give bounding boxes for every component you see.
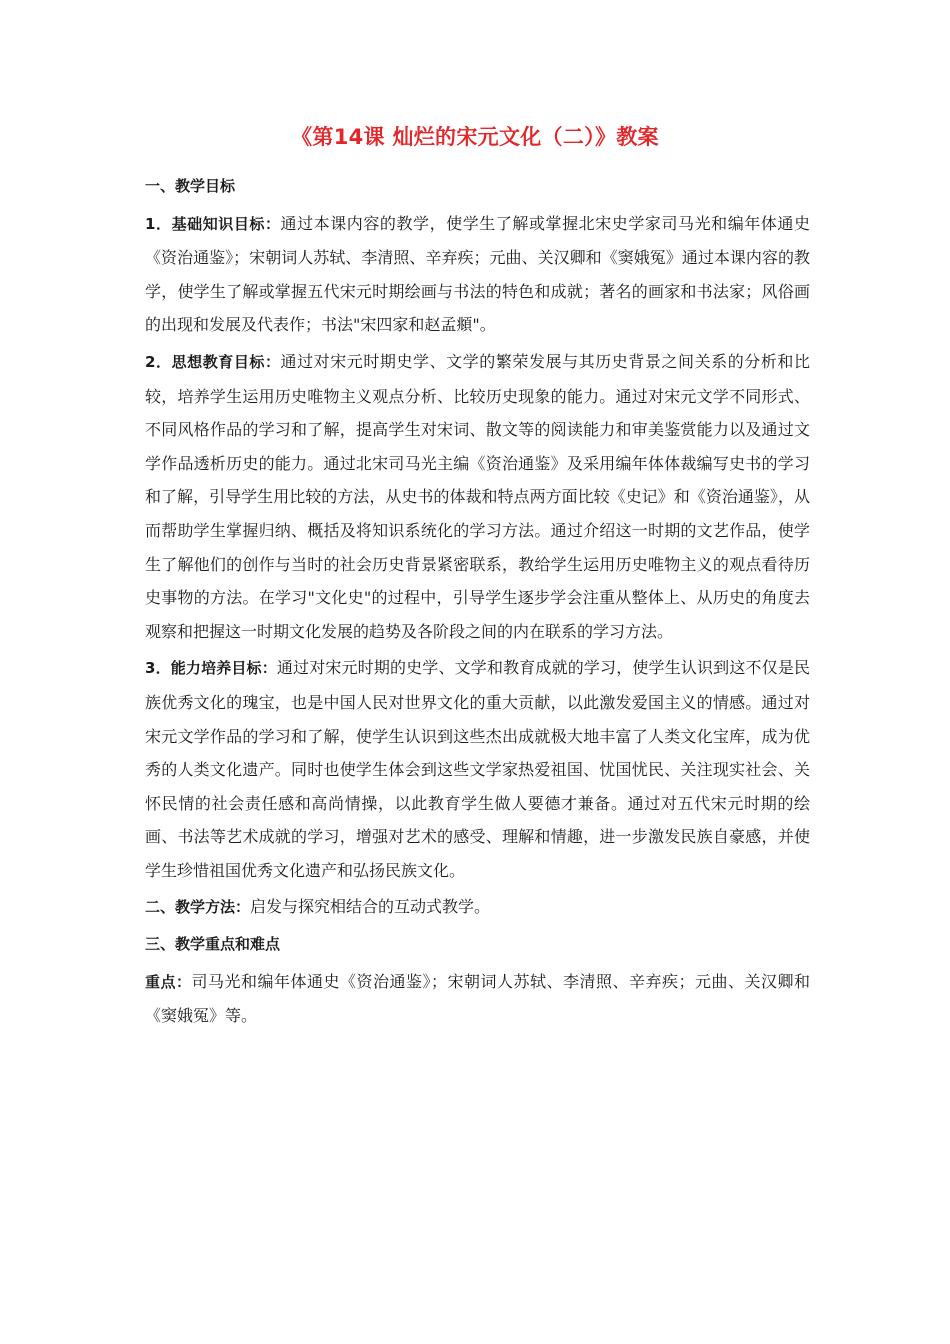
label-ideological-education: 2．思想教育目标： [145, 352, 281, 371]
text-ability-training: 通过对宋元时期的史学、文学和教育成就的学习，使学生认识到这不仅是民族优秀文化的瑰宝，也是中国人民对世界文化的重大贡献，以此激发爱国主义的情感。通过对宋元文学作品的学习和了解，使学生认识到这些杰出成就极大地丰富了人类文化宝库，成为优秀的人类文化遗产。同时也使学生体会到这些文学家热爱祖国、忧国忧民、关注现实社会、关怀民情的社会责任感和高尚情操，以此教育学生做人要德才兼备。通过对五代宋元时期的绘画、书法等艺术成就的学习，增强对艺术的感受、理解和情趣，进一步激发民族自豪感，并使学生珍惜祖国优秀文化遗产和弘扬民族文化。 [145, 658, 810, 880]
paragraph-key-points [145, 965, 810, 1033]
section-heading-key-points: 三、教学重点和难点 [145, 935, 281, 954]
text-teaching-method: 启发与探究相结合的互动式教学。 [250, 897, 491, 917]
paragraph-ability-training [145, 651, 810, 887]
label-key-points: 重点： [145, 972, 192, 991]
label-basic-knowledge: 1．基础知识目标： [145, 214, 281, 233]
paragraph-teaching-method [145, 890, 810, 925]
document-title: 《第14课 灿烂的宋元文化（二）》教案 [291, 125, 659, 149]
section-heading-objectives: 一、教学目标 [145, 177, 236, 195]
label-teaching-method: 二、教学方法： [145, 898, 251, 917]
text-basic-knowledge: 通过本课内容的教学，使学生了解或掌握北宋史学家司马光和编年体通史《资治通鉴》；宋朝词人苏轼、李清照、辛弃疾；元曲、关汉卿和《窦娥冤》通过本课内容的教学，使学生了解或掌握五代宋元时期绘画与书法的特色和成就；著名的画家和书法家；风俗画的出现和发展及代表作；书法"宋四家和赵孟頫"。 [145, 213, 810, 335]
paragraph-basic-knowledge [145, 207, 810, 342]
text-ideological-education: 通过对宋元时期史学、文学的繁荣发展与其历史背景之间关系的分析和比较，培养学生运用历史唯物主义观点分析、比较历史现象的能力。通过对宋元文学不同形式、不同风格作品的学习和了解，提高学生对宋词、散文等的阅读能力和审美鉴赏能力以及通过文学作品透析历史的能力。通过北宋司马光主编《资治通鉴》及采用编年体体裁编写史书的学习和了解，引导学生用比较的方法，从史书的体裁和特点两方面比较《史记》和《资治通鉴》，从而帮助学生掌握归纳、概括及将知识系统化的学习方法。通过介绍这一时期的文艺作品，使学生了解他们的创作与当时的社会历史背景紧密联系，教给学生运用历史唯物主义的观点看待历史事物的方法。在学习"文化史"的过程中，引导学生逐步学会注重从整体上、从历史的角度去观察和把握这一时期文化发展的趋势及各阶段之间的内在联系的学习方法。 [145, 351, 810, 641]
document-body [145, 170, 810, 1033]
text-key-points: 司马光和编年体通史《资治通鉴》；宋朝词人苏轼、李清照、辛弃疾；元曲、关汉卿和《窦娥冤》等。 [145, 971, 810, 1026]
paragraph-ideological-education [145, 345, 810, 648]
label-ability-training: 3．能力培养目标： [145, 659, 277, 678]
